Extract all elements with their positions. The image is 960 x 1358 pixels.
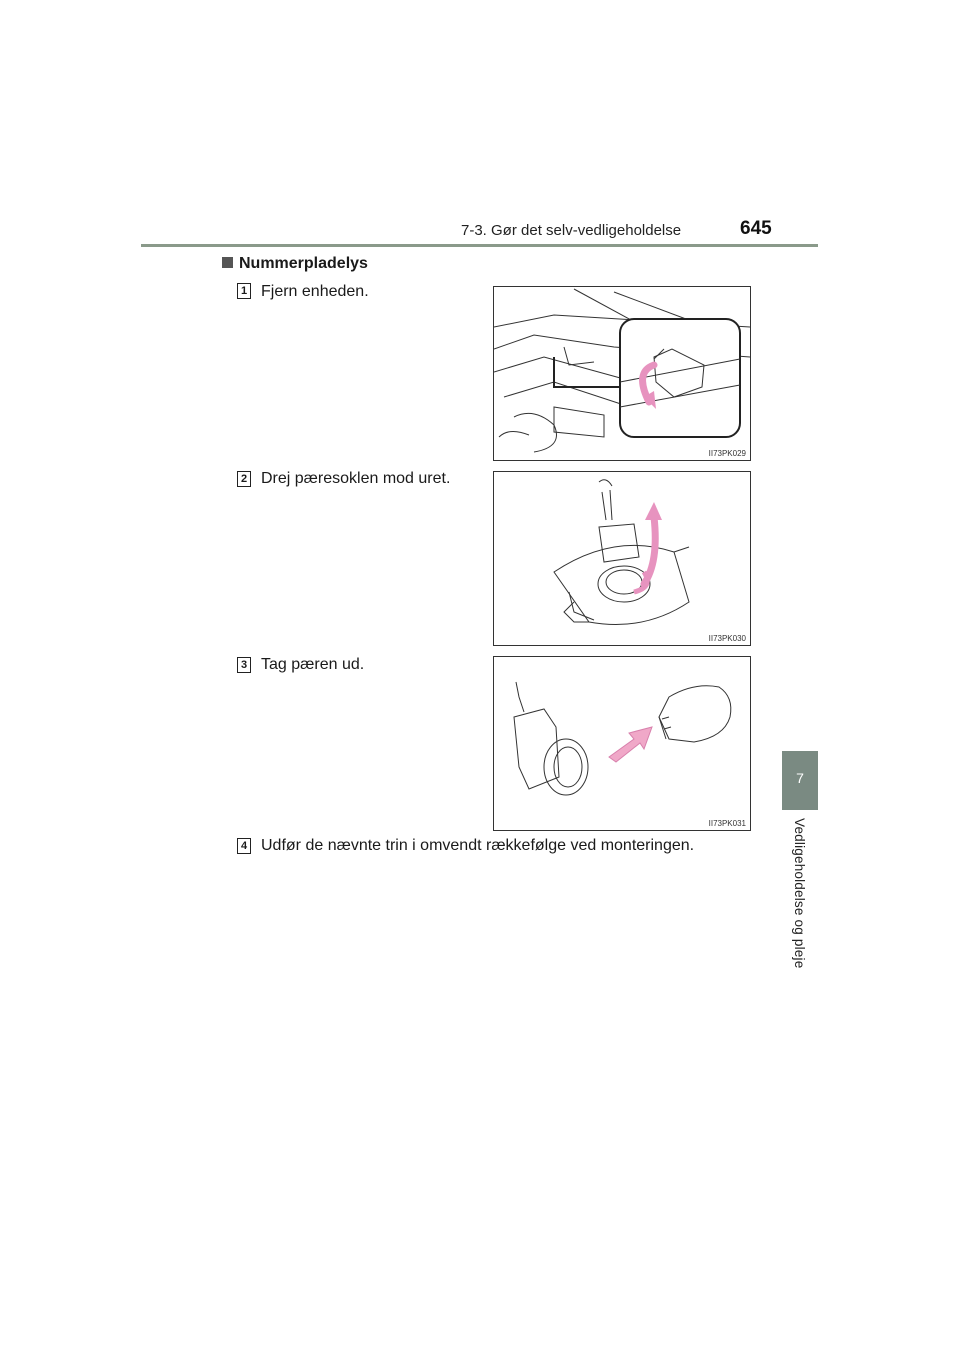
step-number-2: 2 — [237, 471, 251, 487]
figure-turn-socket — [493, 471, 751, 646]
figure-code: II73PK029 — [708, 449, 746, 458]
turn-socket-illustration — [494, 472, 750, 645]
running-header-section: 7-3. Gør det selv-vedligeholdelse — [461, 222, 682, 239]
chapter-tab — [782, 751, 818, 810]
step-number-4: 4 — [237, 838, 251, 854]
remove-bulb-illustration — [494, 657, 750, 830]
section-heading — [222, 255, 368, 273]
chapter-number: 7 — [796, 770, 804, 786]
figure-code: II73PK030 — [708, 634, 746, 643]
step-text-4: Udfør de nævnte trin i omvendt rækkefølge ved monteringen. — [261, 837, 695, 854]
step-text-2: Drej pæresoklen mod uret. — [261, 470, 451, 487]
square-bullet-icon — [222, 257, 233, 268]
section-title: Nummerpladelys — [239, 255, 368, 272]
step-number-1: 1 — [237, 283, 251, 299]
remove-unit-illustration — [494, 287, 750, 460]
chapter-title: Vedligeholdelse og pleje — [792, 818, 807, 969]
header-divider — [141, 244, 818, 247]
step-text-1: Fjern enheden. — [261, 283, 369, 300]
step-number-3: 3 — [237, 657, 251, 673]
figure-remove-bulb — [493, 656, 751, 831]
page-number: 645 — [740, 218, 772, 239]
figure-remove-unit — [493, 286, 751, 461]
step-text-3: Tag pæren ud. — [261, 656, 365, 673]
figure-code: II73PK031 — [708, 819, 746, 828]
